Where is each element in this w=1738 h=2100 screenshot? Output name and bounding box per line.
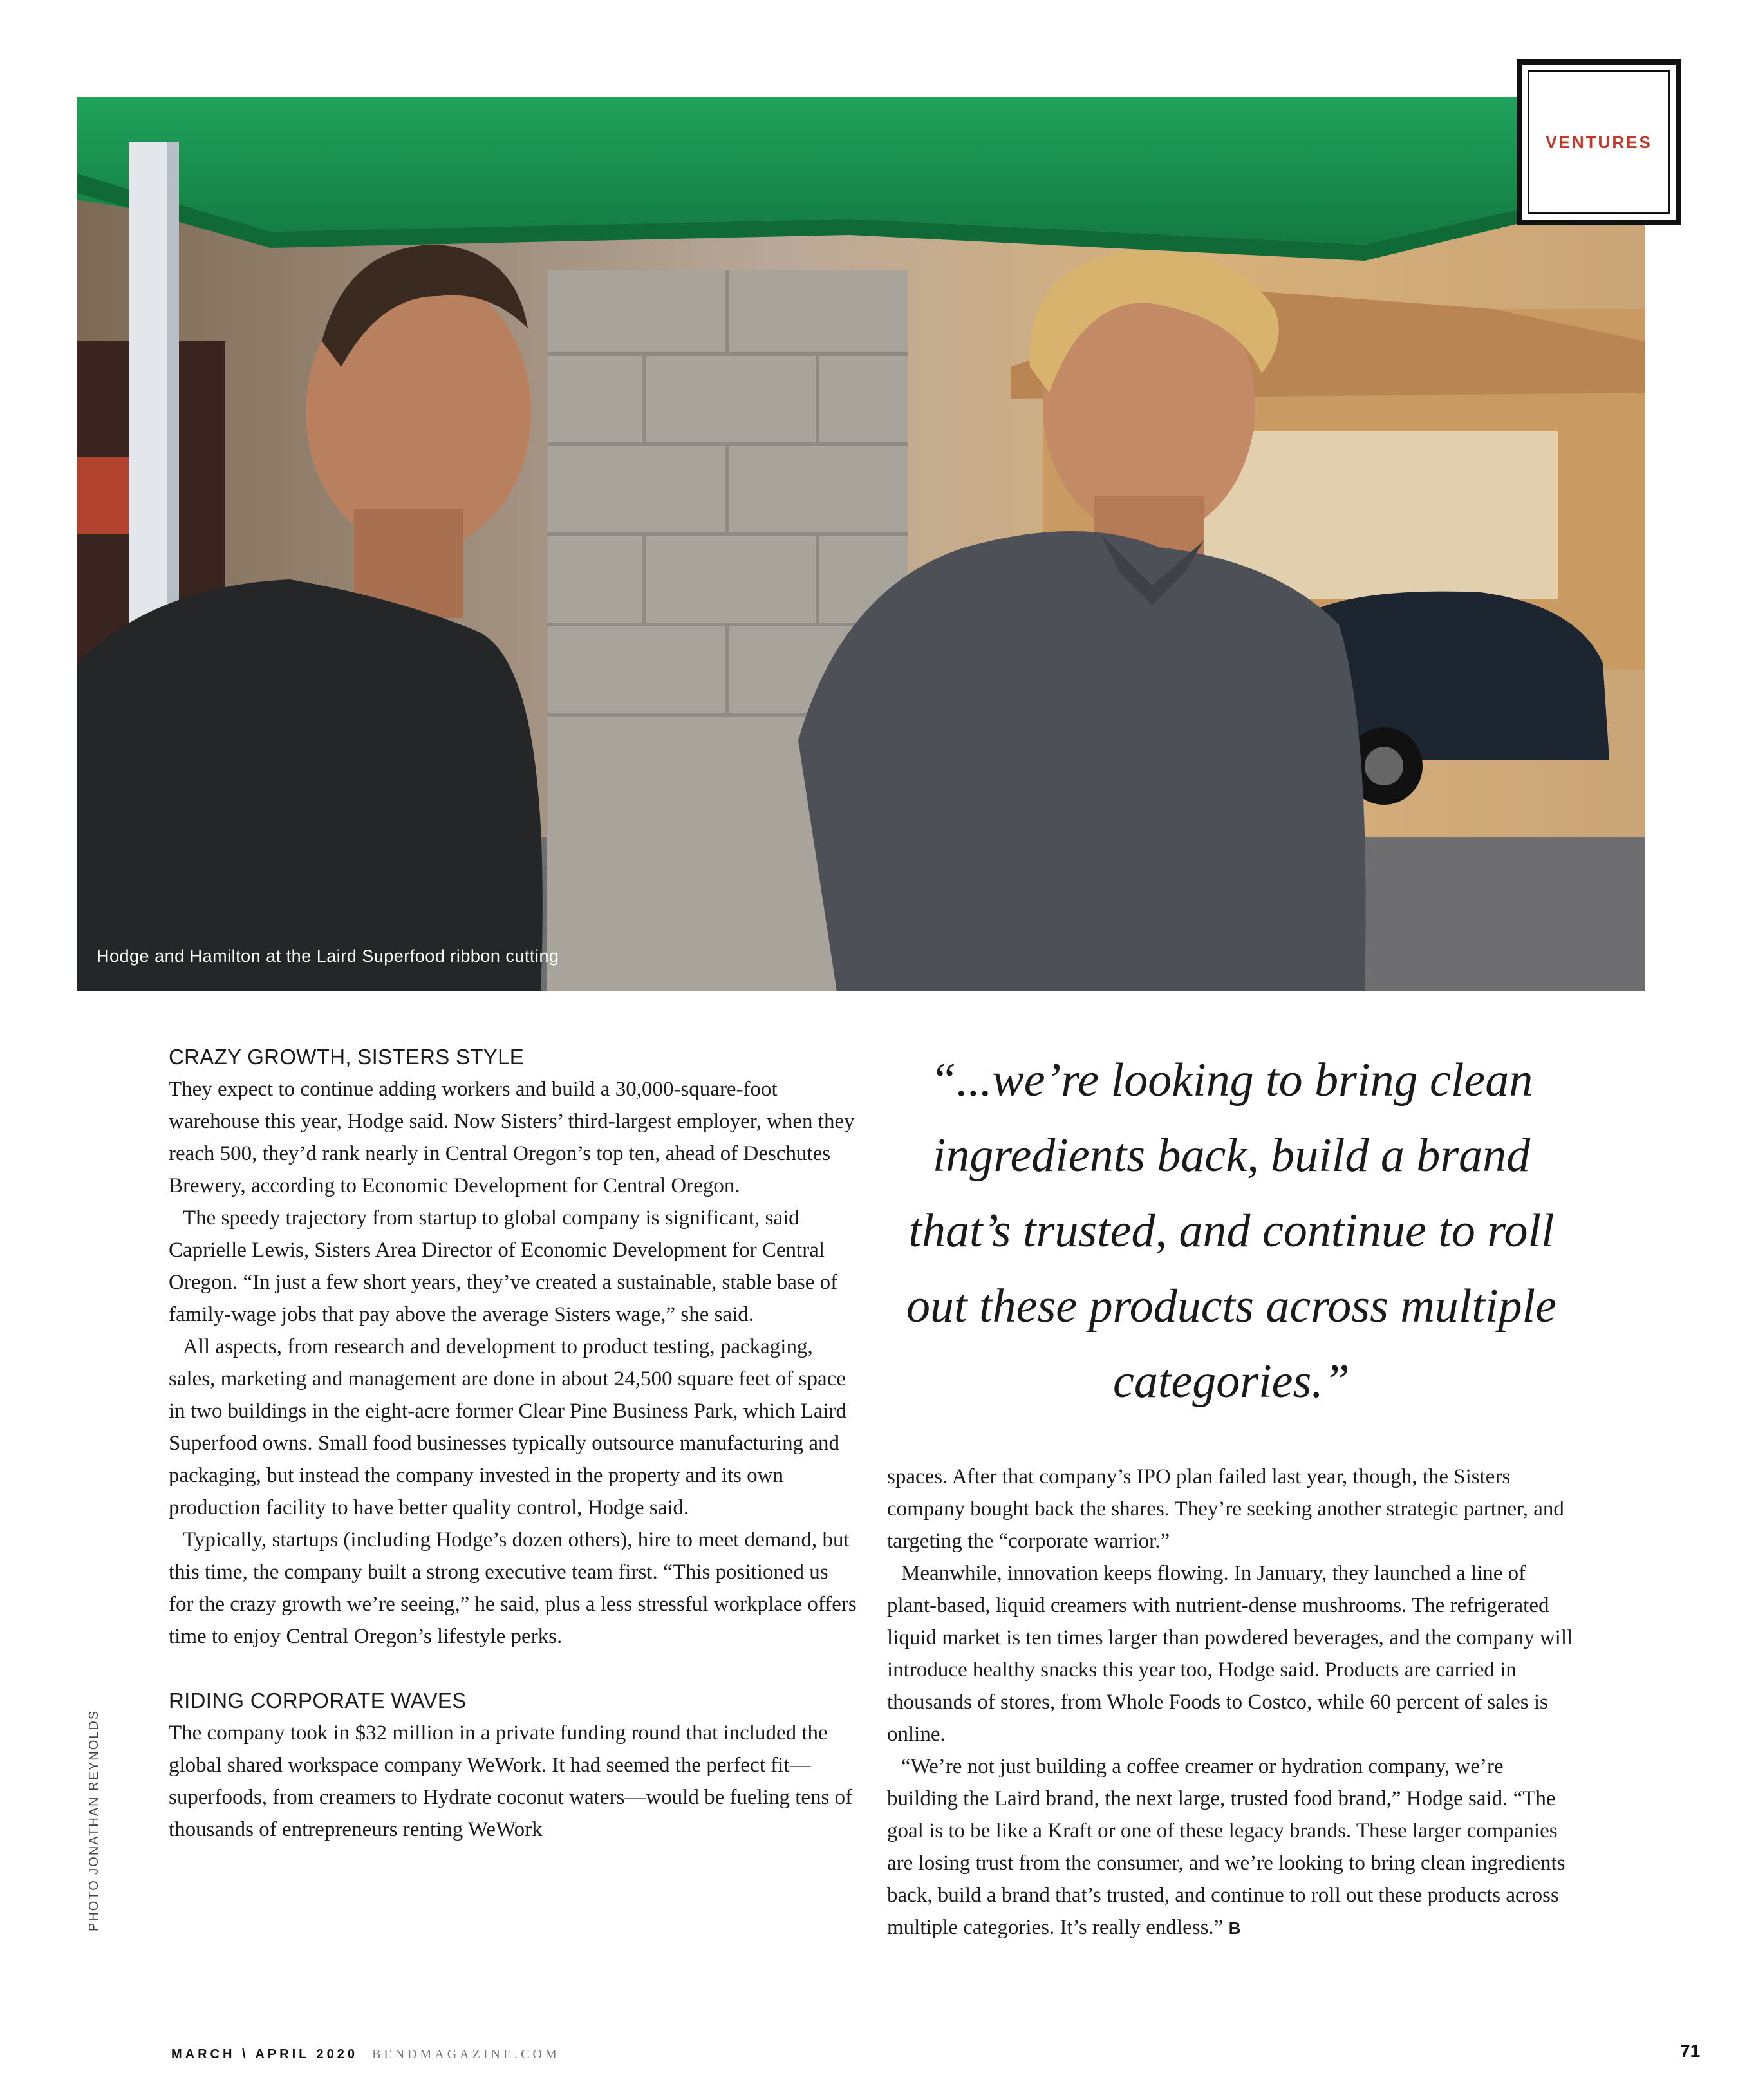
photo-illustration	[77, 97, 1645, 991]
magazine-website: BENDMAGAZINE.COM	[372, 2047, 560, 2061]
paragraph: The speedy trajectory from startup to global company is significant, said Caprielle Lewis, Sisters Area Director of Economic Development for Central Oregon. “In just a few short years, they’ve created a sustainable, stable base of family-wage jobs that pay above the average Sisters wage,” she said.	[169, 1206, 838, 1326]
photo-caption: Hodge and Hamilton at the Laird Superfood ribbon cutting	[97, 946, 559, 966]
paragraph: They expect to continue adding workers and build a 30,000-square-foot warehouse this year, Hodge said. Now Sisters’ third-largest employer, when they reach 500, they’d rank nearly in Central Oregon’s top ten, ahead of Deschutes Brewery, according to Economic Development for Central Oregon.	[169, 1078, 855, 1197]
end-mark-icon: B	[1228, 1918, 1240, 1938]
section-tag-frame	[1528, 70, 1670, 214]
heading-riding-corporate-waves: RIDING CORPORATE WAVES	[169, 1689, 467, 1712]
paragraph: spaces. After that company’s IPO plan failed last year, though, the Sisters company bought back the shares. They’re seeking another strategic partner, and targeting the “corporate warrior.”	[887, 1465, 1564, 1553]
paragraph-final	[887, 1750, 1576, 1944]
article-right-column	[887, 1461, 1576, 1944]
section-tag	[1517, 59, 1681, 225]
section-tag-label: VENTURES	[1546, 132, 1652, 152]
paragraph-text: “We’re not just building a coffee creamer or hydration company, we’re building the Laird brand, the next large, trusted food brand,” Hodge said. “The goal is to be like a Kraft or one of these legacy brands. These larger companies are losing trust from the consumer, and we’re looking to bring clean ingredients back, build a brand that’s trusted, and continue to roll out these products across multiple categories. It’s really endless.”	[887, 1755, 1565, 1939]
heading-crazy-growth: CRAZY GROWTH, SISTERS STYLE	[169, 1045, 525, 1069]
paragraph: Typically, startups (including Hodge’s dozen others), hire to meet demand, but this time, the company built a strong executive team first. “This positioned us for the crazy growth we’re seeing,” he said, plus a less stressful workplace offers time to enjoy Central Oregon’s lifestyle perks.	[169, 1528, 857, 1648]
article-left-column	[169, 1041, 857, 1846]
issue-date: MARCH \ APRIL 2020	[171, 2047, 359, 2061]
photo-credit-text: PHOTO JONATHAN REYNOLDS	[87, 1709, 101, 1931]
page-number: 71	[1680, 2041, 1701, 2061]
page-footer	[171, 2047, 560, 2062]
paragraph: Meanwhile, innovation keeps flowing. In January, they launched a line of plant-based, liquid creamers with nutrient-dense mushrooms. The refrigerated liquid market is ten times larger than powdered beverages, and the company will introduce healthy snacks this year too, Hodge said. Products are carried in thousands of stores, from Whole Foods to Costco, while 60 percent of sales is online.	[887, 1562, 1573, 1746]
paragraph: All aspects, from research and development to product testing, packaging, sales, marketing and management are done in about 24,500 square feet of space in two buildings in the eight-acre former Clear Pine Business Park, which Laird Superfood owns. Small food businesses typically outsource manufacturing and packaging, but instead the company invested in the property and its own production facility to have better quality control, Hodge said.	[169, 1335, 847, 1519]
feature-photo	[77, 97, 1645, 991]
pull-quote: “...we’re looking to bring clean ingredients back, build a brand that’s trusted, and continue to roll out these products across multiple categories.”	[906, 1054, 1556, 1408]
paragraph: The company took in $32 million in a private funding round that included the global shared workspace company WeWork. It had seemed the perfect fit—superfoods, from creamers to Hydrate coconut waters—would be fueling tens of thousands of entrepreneurs renting WeWork	[169, 1721, 853, 1841]
